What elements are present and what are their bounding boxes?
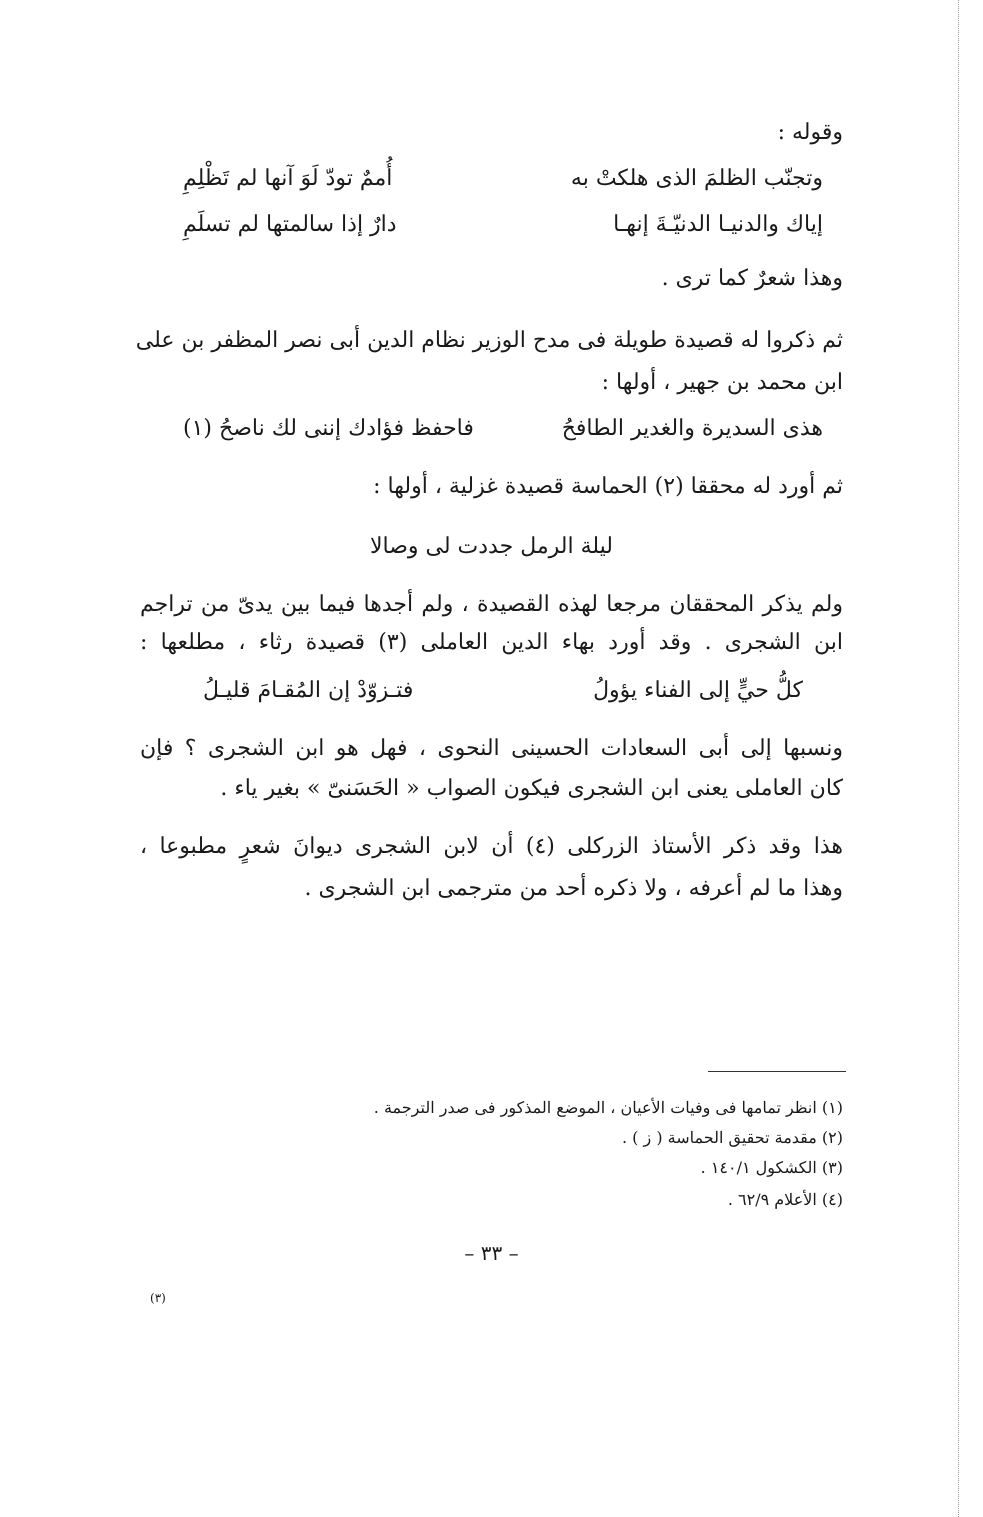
paragraph-5-line-2: وهذا ما لم أعرفه ، ولا ذكره أحد من مترجمى ابن الشجرى . bbox=[304, 876, 843, 901]
verse-4-single-hemistich: ليلة الرمل جددت لى وصالا bbox=[369, 534, 614, 559]
verse-5-first-hemistich: كلُّ حيٍّ إلى الفناء يؤولُ bbox=[593, 678, 803, 703]
verse-3-first-hemistich: هذى السديرة والغدير الطافحُ bbox=[561, 416, 823, 441]
paragraph-2: ثم أورد له محققا (٢) الحماسة قصيدة غزلية ، أولها : bbox=[373, 474, 843, 499]
paragraph-4-line-2: كان العاملى يعنى ابن الشجرى فيكون الصواب « الحَسَنىّ » بغير ياء . bbox=[220, 776, 843, 801]
page-number: – ٣٣ – bbox=[464, 1241, 519, 1265]
signature-mark: (٣) bbox=[150, 1291, 166, 1305]
footnote-separator bbox=[708, 1071, 846, 1072]
footnote-2: (٢) مقدمة تحقيق الحماسة ( ز ) . bbox=[622, 1128, 843, 1147]
paragraph-4-line-1: ونسبها إلى أبى السعادات الحسينى النحوى ، فهل هو ابن الشجرى ؟ فإن bbox=[140, 736, 843, 761]
scan-edge-line bbox=[958, 0, 959, 1517]
verse-2 bbox=[183, 210, 823, 240]
footnote-4: (٤) الأعلام ٦٢/٩ . bbox=[727, 1190, 843, 1209]
paragraph-3-line-2: ابن الشجرى . وقد أورد بهاء الدين العاملى (٣) قصيدة رثاء ، مطلعها : bbox=[140, 630, 843, 655]
verse-2-first-hemistich: إياك والدنيـا الدنيّـةَ إنهـا bbox=[613, 212, 823, 237]
verse-1-second-hemistich: أُممٌ تودّ لَوَ آنها لم تَظْلِمِ bbox=[183, 166, 393, 191]
paragraph-5-line-1: هذا وقد ذكر الأستاذ الزركلى (٤) أن لابن الشجرى ديوانَ شعرٍ مطبوعا ، bbox=[140, 834, 844, 859]
verse-5 bbox=[203, 676, 803, 706]
paragraph-3-line-1: ولم يذكر المحققان مرجعا لهذه القصيدة ، ولم أجدها فيما بين يدىّ من تراجم bbox=[140, 592, 843, 617]
verse-3-second-hemistich: فاحفظ فؤادك إننى لك ناصحُ (١) bbox=[183, 416, 474, 441]
comment-line: وهذا شعرٌ كما ترى . bbox=[661, 266, 843, 291]
verse-5-second-hemistich: فتـزوّدْ إن المُقـامَ قليـلُ bbox=[203, 678, 414, 703]
verse-2-second-hemistich: دارٌ إذا سالمتها لم تسلَمِ bbox=[183, 212, 397, 237]
verse-1-first-hemistich: وتجنّب الظلمَ الذى هلكتْ به bbox=[570, 166, 823, 191]
intro-line: وقوله : bbox=[777, 120, 843, 145]
footnote-1: (١) انظر تمامها فى وفيات الأعيان ، الموضع المذكور فى صدر الترجمة . bbox=[373, 1098, 843, 1117]
paragraph-1-line-1: ثم ذكروا له قصيدة طويلة فى مدح الوزير نظام الدين أبى نصر المظفر بن على bbox=[135, 328, 843, 353]
footnote-3: (٣) الكشكول ١٤٠/١ . bbox=[700, 1158, 843, 1177]
paragraph-1-line-2: ابن محمد بن جهير ، أولها : bbox=[601, 370, 843, 395]
verse-1 bbox=[183, 164, 823, 194]
verse-3 bbox=[183, 414, 823, 444]
